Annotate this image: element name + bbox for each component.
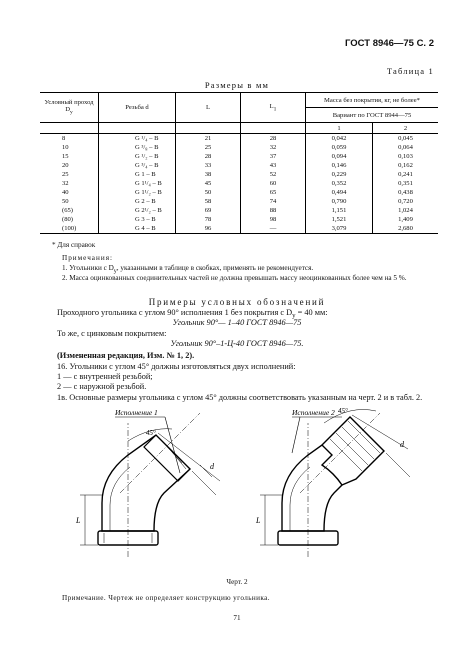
page-number: 71 <box>233 614 241 622</box>
dimensions-table <box>40 92 438 234</box>
cell-L1: 32 <box>241 143 306 152</box>
cell-m1: 0,042 <box>306 134 373 144</box>
drawing-note: Примечание. Чертеж не определяет конструкцию угольника. <box>62 594 270 602</box>
notes-title: Примечания: <box>62 254 113 262</box>
cell-dn: 32 <box>62 180 69 187</box>
cell-L1: 52 <box>241 170 306 179</box>
cell-L1: 88 <box>241 206 306 215</box>
cell-L1: 65 <box>241 188 306 197</box>
cell-L: 38 <box>176 170 241 179</box>
cell-dn: 50 <box>62 198 69 205</box>
cell-dn: 40 <box>62 189 69 196</box>
cell-dn: 8 <box>62 135 66 142</box>
cell-m1: 0,094 <box>306 152 373 161</box>
cell-m2: 1,024 <box>372 206 438 215</box>
table-row <box>40 188 438 197</box>
drawing-45-elbow <box>60 383 430 588</box>
option-1: 1 — с внутренней резьбой; <box>57 372 153 381</box>
cell-thread: G ³/₈ – B <box>99 143 176 152</box>
label-variant-2: Исполнение 2 <box>292 408 335 417</box>
document-header: ГОСТ 8946—75 С. 2 <box>345 38 434 49</box>
example-1-desc: Проходного угольника с углом 90° исполнения 1 без покрытия с $D_у = 40$ мм: <box>57 308 328 320</box>
cell-L: 50 <box>176 188 241 197</box>
cell-L1: 98 <box>241 215 306 224</box>
cell-L: 69 <box>176 206 241 215</box>
cell-m1: 0,059 <box>306 143 373 152</box>
drawing-caption: Черт. 2 <box>226 578 248 586</box>
header-variant: Вариант по ГОСТ 8944—75 <box>306 108 439 123</box>
cell-m2: 0,162 <box>372 161 438 170</box>
example-1-designation: Угольник 90°— 1–40 ГОСТ 8946—75 <box>172 318 302 327</box>
cell-dn: 20 <box>62 162 69 169</box>
cell-thread: G 4 – B <box>99 224 176 234</box>
cell-L: 25 <box>176 143 241 152</box>
angle-label-1: 45° <box>146 429 156 437</box>
table-row <box>40 161 438 170</box>
note-1: 1. Угольники с $D_у$, указанными в таблице в скобках, применять не рекомендуется. <box>62 264 314 275</box>
dim-L-label-2: L <box>256 516 261 525</box>
header-v1: 1 <box>306 123 373 134</box>
cell-m2: 0,045 <box>372 134 438 144</box>
cell-m1: 0,146 <box>306 161 373 170</box>
cell-m2: 0,351 <box>372 179 438 188</box>
header-L1: $L_1$ <box>241 93 306 123</box>
cell-L: 96 <box>176 224 241 234</box>
cell-L: 21 <box>176 134 241 144</box>
table-row <box>40 170 438 179</box>
note-2: 2. Масса оцинкованных соединительных частей не должна превышать массу неоцинкованных более чем на 5 %. <box>62 274 407 282</box>
cell-dn: (65) <box>62 207 73 214</box>
table-row <box>40 143 438 152</box>
cell-thread: G ¹/₄ – B <box>99 134 176 144</box>
cell-L: 45 <box>176 179 241 188</box>
header-dn: Условный проход $D_у$ <box>40 93 99 123</box>
cell-L1: 60 <box>241 179 306 188</box>
cell-thread: G 2¹/₂ – B <box>99 206 176 215</box>
cell-thread: G 1 – B <box>99 170 176 179</box>
header-mass: Масса без покрытия, кг, не более* <box>306 93 439 108</box>
cell-thread: G 2 – B <box>99 197 176 206</box>
cell-m2: 0,720 <box>372 197 438 206</box>
para-1v: 1в. Основные размеры угольника с углом 45° должны соответствовать указанным на черт. 2 и в табл. 2. <box>57 393 423 402</box>
example-2-desc: То же, с цинковым покрытием: <box>57 329 167 338</box>
header-v2: 2 <box>372 123 438 134</box>
table-row <box>40 215 438 224</box>
cell-m1: 0,494 <box>306 188 373 197</box>
revision-note: (Измененная редакция, Изм. № 1, 2). <box>57 351 195 360</box>
cell-thread: G ³/₄ – B <box>99 161 176 170</box>
table-row <box>40 197 438 206</box>
cell-thread: G 3 – B <box>99 215 176 224</box>
dim-d-label-1: d <box>210 462 214 471</box>
cell-L: 28 <box>176 152 241 161</box>
example-2-designation: Угольник 90°–1-Ц-40 ГОСТ 8946—75. <box>170 339 304 348</box>
para-16: 16. Угольники с углом 45° должны изготовляться двух исполнений: <box>57 362 296 371</box>
cell-dn: 15 <box>62 153 69 160</box>
cell-m1: 3,079 <box>306 224 373 234</box>
cell-m2: 1,409 <box>372 215 438 224</box>
cell-dn: (80) <box>62 216 73 223</box>
cell-m2: 0,064 <box>372 143 438 152</box>
cell-L1: 43 <box>241 161 306 170</box>
cell-L: 78 <box>176 215 241 224</box>
cell-L1: 37 <box>241 152 306 161</box>
table-row <box>40 206 438 215</box>
cell-thread: G 1¹/₄ – B <box>99 179 176 188</box>
option-2: 2 — с наружной резьбой. <box>57 382 147 391</box>
cell-L1: 74 <box>241 197 306 206</box>
cell-m1: 0,229 <box>306 170 373 179</box>
cell-m2: 0,241 <box>372 170 438 179</box>
header-L: L <box>176 93 241 123</box>
table-row <box>40 224 438 234</box>
footnote: * Для справок <box>52 241 96 249</box>
dim-L-label-1: L <box>76 516 81 525</box>
cell-m1: 0,790 <box>306 197 373 206</box>
cell-m1: 1,151 <box>306 206 373 215</box>
cell-m2: 0,103 <box>372 152 438 161</box>
table-row <box>40 134 438 144</box>
table-number: Таблица 1 <box>386 66 434 76</box>
table-title: Размеры в мм <box>204 80 270 90</box>
cell-dn: (100) <box>40 224 99 234</box>
cell-dn: 25 <box>62 171 69 178</box>
table-row <box>40 152 438 161</box>
cell-L: 58 <box>176 197 241 206</box>
cell-m1: 1,521 <box>306 215 373 224</box>
cell-m2: 2,680 <box>372 224 438 234</box>
examples-title: Примеры условных обозначений <box>148 297 326 307</box>
header-thread: Резьба d <box>99 93 176 123</box>
dim-d-label-2: d <box>400 440 404 449</box>
cell-L1: 28 <box>241 134 306 144</box>
elbow-variant-2 <box>260 410 410 558</box>
cell-thread: G ¹/₂ – B <box>99 152 176 161</box>
cell-thread: G 1¹/₂ – B <box>99 188 176 197</box>
label-variant-1: Исполнение 1 <box>115 408 158 417</box>
angle-label-2: 45° <box>338 407 348 415</box>
cell-L1: — <box>241 224 306 234</box>
cell-m2: 0,438 <box>372 188 438 197</box>
cell-m1: 0,352 <box>306 179 373 188</box>
table-row <box>40 179 438 188</box>
cell-L: 33 <box>176 161 241 170</box>
cell-dn: 10 <box>62 144 69 151</box>
